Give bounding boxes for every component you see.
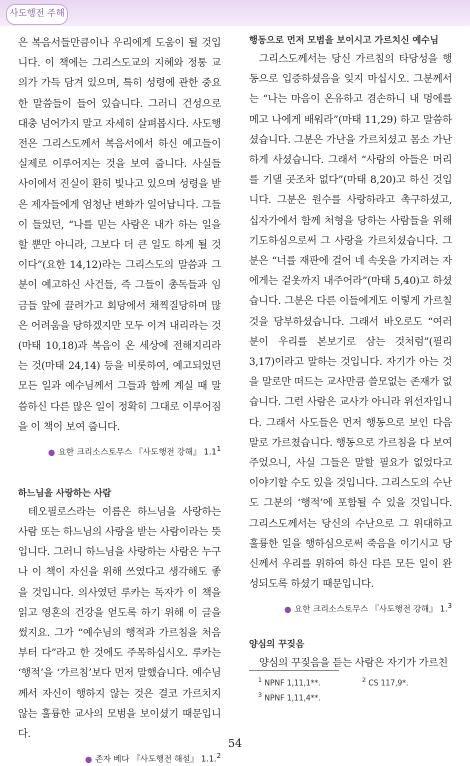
footnote-1: $^1$ NPNF 1,11,1**. — [258, 677, 321, 688]
footnote-ref: 3 — [447, 602, 452, 611]
left-attribution-1 — [18, 442, 221, 459]
right-column — [249, 34, 452, 674]
right-section-title-2: 양심의 꾸짖음 — [249, 640, 305, 651]
right-paragraph-1: 그리스도께서는 당신 가르침의 타당성을 행동으로 입증하셨음을 잊지 마십시오. 그분께서는 “나는 마음이 온유하고 겸손하니 내 멍에를 메고 나에게 배워라”(마태 11,29) 하고 말씀하셨습니다. 그분은 가난을 가르치셨고 몸소 가난하게 사셨습니다. 그래서 “사람의 아들은 머리를 기댈 곳조차 없다”(마태 8,20)고 하신 것입니다. 그분은 원수를 사랑하라고 촉구하셨고, 십자가에서 함께 처형을 당하는 사람들을 위해 기도하심으로써 그 사랑을 가르치셨습니다. 그분은 “너를 재판에 걸어 네 속옷을 가지려는 자에게는 겉옷까지 내주어라”(마태 5,40)고 하셨습니다. 그분은 다른 이들에게도 이렇게 가르칠 것을 당부하셨습니다. 그래서 바오로도 “여러분이 우리를 본보기로 삼는 것처럼”(필리 3,17)이라고 말하는 것입니다. 자기가 아는 것을 말로만 떠드는 교사만큼 쓸모없는 존재가 없습니다. 그런 사람은 교사가 아니라 위선자입니다. 그래서 사도들은 먼저 행동으로 보인 다음 말로 가르쳤습니다. 행동으로 가르침을 다 보여 주었으니, 사실 그들은 말할 필요가 없었다고 이야기할 수도 있을 것입니다. 그리스도의 수난도 그분의 ‘행적’에 포함될 수 있을 것입니다. 그리스도께서는 당신의 수난으로 그 위대하고 훌륭한 일을 행하심으로써 죽음을 이기시고 당신께서 우리를 위하여 하신 다른 모든 일이 완성되도록 하셨기 때문입니다. — [249, 54, 452, 591]
footnote-3: $^3$ NPNF 1,11,4**. — [258, 692, 321, 703]
header-bar — [0, 0, 470, 26]
attribution-text: 요한 크리소스토무스 『사도행전 강해』 1.1 — [58, 446, 217, 457]
footnote-ref: 1 — [216, 445, 221, 454]
footnote-2: $^2$ CS 117,9*. — [362, 677, 409, 688]
attribution-text: 존자 베다 『사도행전 해설』 1.1. — [95, 753, 217, 764]
right-paragraph-2: 양심의 꾸짖음을 듣는 사람은 자기가 가르친 — [259, 658, 448, 670]
bullet-icon: ● — [48, 446, 56, 457]
right-section-title: 행동으로 먼저 모범을 보이시고 가르치신 예수님 — [249, 36, 439, 46]
left-column — [18, 34, 221, 766]
footnote-rule — [249, 670, 339, 671]
attribution-text: 요한 크리소스토무스 『사도행전 강해』 1. — [294, 604, 448, 615]
page-number: 54 — [228, 737, 242, 750]
left-paragraph-1: 은 복음서들만큼이나 우리에게 도움이 될 것입니다. 이 책에는 그리스도교의 지혜와 정통 교의가 가득 담겨 있으며, 특히 성령에 관한 중요한 말씀들이 들어 있습니다. 그러니 건성으로 대충 넘어가지 말고 자세히 살펴봅시다. 사도행전은 그리스도께서 복음서에서 하신 예고들이 실제로 이루어지는 것을 보여 줍니다. 사실들 사이에서 진실이 환히 빛나고 있으며 성령을 받은 제자들에게 엄청난 변화가 일어납니다. 그들이 들었던, “나를 믿는 사람은 내가 하는 일을 할 뿐만 아니라, 그보다 더 큰 일도 하게 될 것이다”(요한 14,12)라는 그리스도의 말씀과 그분이 예고하신 사건들, 즉 그들이 총독들과 임금들 앞에 끌려가고 회당에서 채찍질당하며 많은 어려움을 당하겠지만 모두 이겨 내리라는 것(마태 10,18)과 복음이 온 세상에 전해지리라는 것(마태 24,14) 등을 비롯하여, 예고되었던 모든 일과 예수님께서 그들과 함께 계실 때 말씀하신 다른 많은 일이 정확히 그대로 이루어짐을 이 책이 보여 줍니다. — [18, 38, 221, 433]
bullet-icon: ● — [284, 604, 292, 615]
running-head: 사도행전 주해 — [6, 4, 68, 25]
right-attribution-1 — [249, 599, 452, 616]
bullet-icon: ● — [84, 753, 93, 764]
left-paragraph-2: 테오필로스라는 이름은 하느님을 사랑하는 사람 또는 하느님의 사랑을 받는 사람이라는 뜻입니다. 그러니 하느님을 사랑하는 사람은 누구나 이 책이 자신을 위해 쓰였다고 생각해도 좋을 것입니다. 의사였던 루카는 독자가 이 책을 읽고 영혼의 건강을 얻도록 하기 위해 이 글을 썼지요. 그가 “예수님의 행적과 가르침을 처음부터 다”라고 한 것에도 주목하십시오. 루카는 ‘행적’을 ‘가르침’보다 먼저 말했습니다. 예수님께서 자신이 행하지 않는 것은 결코 가르치지 않는 훌륭한 교사의 모범을 보이셨기 때문입니다. — [18, 506, 221, 741]
footnote-ref: 2 — [216, 752, 221, 761]
left-attribution-2 — [18, 749, 221, 766]
left-section-title: 하느님을 사랑하는 사람 — [18, 488, 112, 499]
